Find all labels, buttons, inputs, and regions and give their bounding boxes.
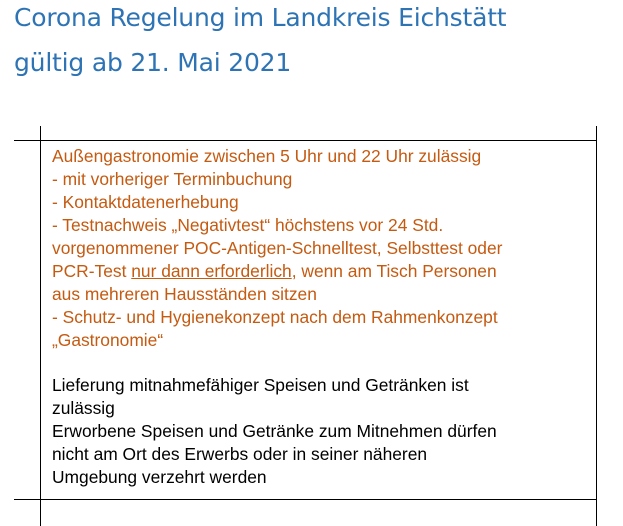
gastro-line: - mit vorheriger Terminbuchung	[52, 169, 293, 189]
gastro-line: aus mehreren Hausständen sitzen	[52, 284, 317, 304]
takeaway-line: Umgebung verzehrt werden	[52, 467, 267, 487]
gastro-line: „Gastronomie“	[52, 330, 164, 350]
takeaway-line: nicht am Ort des Erwerbs oder in seiner näheren	[52, 444, 428, 464]
page-title-line-2: gültig ab 21. Mai 2021	[14, 48, 292, 77]
gastro-line: vorgenommener POC-Antigen-Schnelltest, Selbsttest oder	[52, 238, 503, 258]
gastro-line: - Kontaktdatenerhebung	[52, 192, 239, 212]
underlined-emphasis: nur dann erforderlich	[131, 261, 292, 281]
outdoor-gastronomy-rules	[52, 145, 592, 352]
gastro-line: Außengastronomie zwischen 5 Uhr und 22 Uhr zulässig	[52, 146, 482, 166]
table-row-divider	[14, 499, 597, 500]
takeaway-line: Erworbene Speisen und Getränke zum Mitnehmen dürfen	[52, 421, 497, 441]
table-top-border	[14, 140, 597, 141]
takeaway-line: Lieferung mitnahmefähiger Speisen und Getränken ist	[52, 375, 469, 395]
gastro-line	[52, 260, 592, 283]
gastro-line-text: PCR-Test	[52, 261, 132, 281]
page-title-line-1: Corona Regelung im Landkreis Eichstätt	[14, 3, 507, 32]
takeaway-line: zulässig	[52, 398, 115, 418]
gastro-line: - Testnachweis „Negativtest“ höchstens vor 24 Std.	[52, 215, 444, 235]
takeaway-rules	[52, 374, 592, 489]
table-right-border	[596, 126, 597, 526]
gastro-line: - Schutz- und Hygienekonzept nach dem Rahmenkonzept	[52, 307, 498, 327]
table-left-border	[40, 126, 41, 526]
gastro-line-text: , wenn am Tisch Personen	[291, 261, 497, 281]
